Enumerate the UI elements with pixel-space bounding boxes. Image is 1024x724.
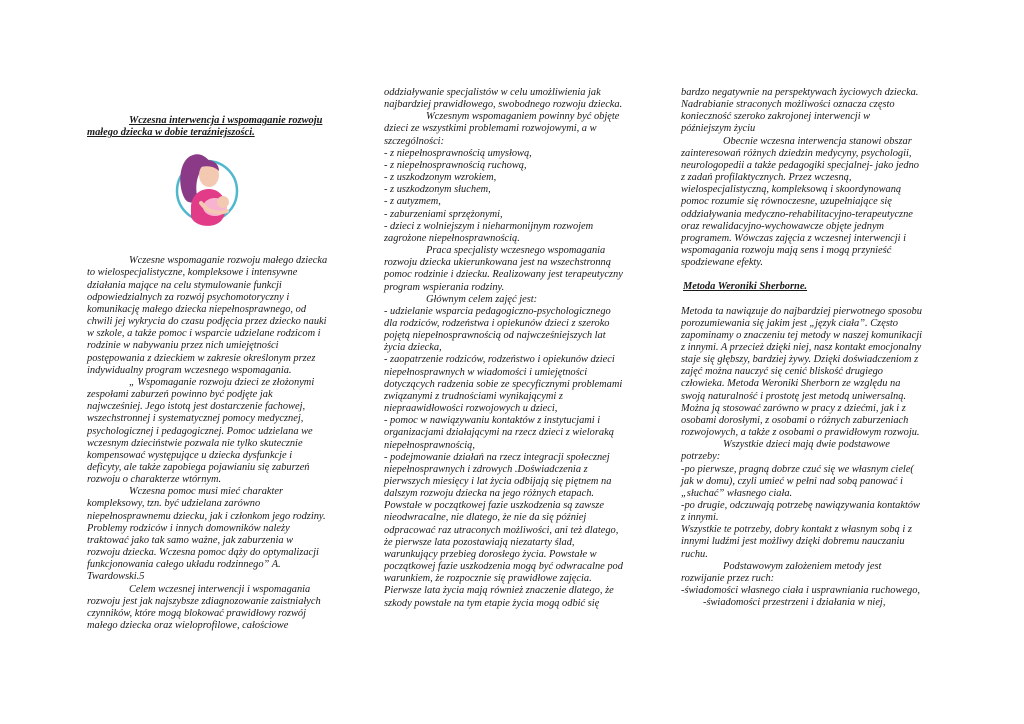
- text-line: najwcześniej. Jego istotą jest dostarczenie fachowej,: [87, 401, 306, 413]
- list-item: - podejmowanie działań na rzecz integracji społecznej: [384, 451, 610, 463]
- text-line: neurologopedii a także pedagogiki specjalnej- jako jedno: [681, 159, 919, 171]
- text-line: deficyty, ale także zapobiega pojawianiu się zaburzeń: [87, 461, 310, 473]
- text-line: najbardziej prawidłowego, swobodnego rozwoju dziecka.: [384, 99, 623, 111]
- list-item: -świadomości przestrzeni i działania w niej,: [703, 597, 886, 609]
- text-line: jak w domu), czyli umieć w pełni nad sobą panować i: [681, 475, 903, 487]
- column-3: [681, 87, 946, 609]
- article-title-line-1: Wczesna interwencja i wspomaganie rozwoju: [129, 115, 323, 126]
- text-line: kompleksowy, tzn. być udzielana zarówno: [87, 498, 261, 510]
- text-line: późniejszym życiu: [681, 123, 756, 135]
- text-line: z innymi. A przecież dzięki niej, nasz kontakt emocjonalny: [681, 341, 922, 353]
- text-line: -po pierwsze, pragną dobrze czuć się we własnym ciele(: [681, 463, 914, 475]
- text-line: porozumiewania się jakim jest „język ciała”. Często: [681, 317, 898, 329]
- text-line: Podstawowym założeniem metody jest: [723, 560, 882, 572]
- text-line: Praca specjalisty wczesnego wspomagania: [426, 245, 606, 257]
- text-line: wielospecjalistyczną, kompleksową i skoordynowaną: [681, 184, 902, 196]
- text-line: działania mające na celu stymulowanie funkcji: [87, 279, 282, 291]
- text-line: wspomagania rozwoju mają sens i mogą przynieść: [681, 245, 892, 257]
- text-line: oddziaływanie specjalistów w celu umożliwienia jak: [384, 87, 601, 98]
- text-line: Celem wczesnej interwencji i wspomagania: [129, 583, 311, 595]
- text-line: człowieka. Metoda Weroniki Sherborn ze względu na: [681, 378, 901, 390]
- text-line: zapominamy o znaczeniu tej metody w naszej komunikacji: [681, 329, 922, 341]
- list-item: - z autyzmem,: [384, 196, 441, 208]
- text-line: dzieci ze wszystkimi problemami rozwojowymi, a w: [384, 123, 597, 135]
- text-line: innymi ludźmi jest możliwy dzięki dobremu nauczaniu: [681, 536, 905, 548]
- text-line: życia dziecka,: [384, 342, 442, 354]
- text-line: zainteresowań różnych dziedzin medycyny, psychologii,: [681, 147, 912, 159]
- text-line: wczesnym dzieciństwie pozwala nie tylko skutecznie: [87, 437, 303, 449]
- text-line: dotyczących radzenia sobie ze specyficznymi problemami: [384, 378, 623, 390]
- text-line: warunkiem, że rozpocznie się prawidłowe zajęcia.: [384, 573, 592, 585]
- text-line: program wspierania rodziny.: [384, 281, 505, 293]
- text-line: organizacjami działającymi na rzecz dzieci z wieloraką: [384, 427, 614, 439]
- section-heading: Metoda Weroniki Sherborne.: [683, 281, 808, 293]
- text-line: rozwijanie przez ruch:: [681, 572, 775, 584]
- text-line: oraz rewalidacyjno-wychowawcze objęte jednym: [681, 220, 885, 232]
- text-line: Wczesne wspomaganie rozwoju małego dziecka: [129, 255, 328, 267]
- text-line: spodziewane efekty.: [681, 257, 763, 269]
- text-line: ruchu.: [681, 548, 708, 560]
- text-line: że pierwsze lata pozostawiają niezatarty ślad,: [384, 536, 575, 548]
- list-item: - pomoc w nawiązywaniu kontaktów z instytucjami i: [384, 415, 601, 427]
- text-line: Można ją stosować zarówno w pracy z dziećmi, jak i z: [681, 402, 906, 414]
- text-line: Głównym celem zajęć jest:: [426, 293, 538, 305]
- text-line: zajęć można nauczyć się cenić bliskość drugiego: [681, 366, 883, 378]
- column-2: [384, 87, 649, 610]
- text-line: „słuchać” własnego ciała.: [681, 487, 793, 499]
- text-line: bardzo negatywnie na perspektywach życiowych dziecka.: [681, 87, 919, 98]
- text-line: dalszym rozwoju dziecka na jego różnych etapach.: [384, 488, 594, 500]
- text-line: niepełnosprawnemu dziecku, jak i członkom jego rodziny.: [87, 510, 326, 522]
- text-line: Twardowski.5: [87, 571, 145, 583]
- text-line: funkcjonowania całego układu rodzinnego” A.: [87, 559, 281, 571]
- text-line: zagrożone niepełnosprawnością.: [384, 232, 520, 244]
- text-line: Wszystkie te potrzeby, dobry kontakt z własnym sobą i z: [681, 524, 912, 536]
- text-line: staje się głębszy, bardziej żywy. Dzięki doświadczeniom z: [681, 354, 919, 366]
- text-line: szkody powstałe na tym etapie życia mogą odbić się: [384, 597, 600, 609]
- list-item: - z uszkodzonym wzrokiem,: [384, 172, 497, 184]
- text-line: pierwszych miesięcy i lat życia odbijają się piętnem na: [384, 476, 612, 487]
- text-line: programem. Wówczas zajęcia z wczesnej interwencji i: [681, 232, 907, 244]
- text-line: Wszystkie dzieci mają dwie podstawowe: [723, 439, 890, 451]
- list-item: - dzieci z wolniejszym i nieharmonijnym rozwojem: [384, 220, 594, 232]
- text-line: traktować jako tak samo ważne, jak zaburzenia w: [87, 534, 294, 546]
- text-line: początkowej fazie uszkodzenia mogą być odwracalne pod: [384, 561, 623, 573]
- text-line: szczególności:: [384, 135, 445, 147]
- text-line: rozwoju dziecka. Wczesna pomoc dąży do optymalizacji: [87, 547, 319, 559]
- text-line: rozwoju o charakterze wtórnym.: [87, 474, 222, 486]
- text-line: niepełnosprawnych w wiadomości i umiejętności: [384, 366, 588, 378]
- text-line: niepraawidłowości rozwojowych u dzieci,: [384, 403, 558, 415]
- list-item: - udzielanie wsparcia pedagogiczno-psychologicznego: [384, 305, 611, 317]
- text-line: niepełnosprawnością,: [384, 439, 475, 451]
- text-line: odpracować raz utraconych możliwości, ani też dlatego,: [384, 524, 619, 536]
- text-line: małego dziecka oraz wieloprofilowe, całościowe: [87, 620, 289, 631]
- text-line: rozwoju jest jak najszybsze zdiagnozowanie zaistniałych: [87, 595, 321, 607]
- list-item: - z niepełnosprawnością umysłową,: [384, 147, 532, 159]
- text-line: kompensować występujące u dziecka dysfunkcje i: [87, 449, 293, 461]
- text-line: z innymi.: [681, 512, 719, 524]
- list-item: - zaburzeniami sprzężonymi,: [384, 208, 503, 220]
- text-line: rozwoju dziecka ukierunkowana jest na wszechstronną: [384, 257, 611, 269]
- text-line: niepełnosprawnych i zdrowych .Doświadczenia z: [384, 463, 588, 475]
- text-line: Wczesna pomoc musi mieć charakter: [129, 486, 284, 498]
- text-line: Wczesnym wspomaganiem powinny być objęte: [426, 111, 620, 123]
- text-line: Nadrabianie straconych możliwości oznacza często: [681, 99, 895, 111]
- text-line: Obecnie wczesna interwencja stanowi obszar: [723, 135, 912, 147]
- article-title-line-2: małego dziecka w dobie teraźniejszości.: [87, 127, 255, 139]
- text-line: chwili jej wykrycia do czasu podjęcia przez dziecko nauki: [87, 316, 327, 328]
- text-line: Metoda ta nawiązuje do najbardziej pierwotnego sposobu: [681, 305, 922, 317]
- text-line: -po drugie, odczuwają potrzebę nawiązywania kontaktów: [681, 500, 920, 511]
- text-line: zespołami zaburzeń powinno być podjęte jak: [87, 389, 273, 401]
- text-line: nieodwracalne, nie dlatego, że nie da się później: [384, 512, 587, 524]
- text-line: czynników, które mogą blokować prawidłowy rozwój: [87, 607, 306, 619]
- text-line: z zadań profilaktycznych. Przez wczesną,: [681, 172, 852, 184]
- text-line: „ Wspomaganie rozwoju dzieci ze złożonymi: [129, 376, 315, 388]
- list-item: - zaopatrzenie rodziców, rodzeństwo i opiekunów dzieci: [384, 354, 615, 366]
- text-line: odpowiedzialnych za rozwój psychomotoryczny i: [87, 291, 290, 303]
- text-line: potrzeby:: [681, 451, 721, 463]
- text-line: związanymi z trudnościami wynikającymi z: [384, 390, 563, 402]
- text-line: konieczność szeroko zakrojonej interwencji w: [681, 111, 871, 123]
- mother-and-child-icon: [171, 145, 243, 235]
- text-line: Pierwsze lata życia mają również znaczenie dlatego, że: [384, 585, 614, 597]
- text-line: rodzinie w nabywaniu przez nich umiejętności: [87, 340, 279, 352]
- text-line: psychologicznej i pedagogicznej. Pomoc udzielana we: [87, 425, 313, 437]
- text-line: rozwojowych, a także z osobami o prawidłowym rozwoju.: [681, 427, 920, 439]
- text-line: wszechstronnej i systematycznej pomocy medycznej,: [87, 413, 304, 425]
- list-item: -świadomości własnego ciała i usprawniania ruchowego,: [681, 585, 920, 597]
- column-1: [87, 115, 352, 632]
- text-line: komunikację małego dziecka niepełnosprawnego, od: [87, 303, 307, 315]
- text-line: oddziaływania medyczno-rehabilitacyjno-terapeutyczne: [681, 208, 913, 220]
- text-line: pojętą niepełnosprawnością od najwcześniejszych lat: [384, 330, 606, 342]
- text-line: indywidualny program wczesnego wspomagania.: [87, 364, 292, 376]
- text-line: postępowania z dzieckiem w zakresie określonym przez: [87, 352, 316, 364]
- list-item: - z uszkodzonym słuchem,: [384, 184, 491, 196]
- text-line: pomoc rodzinie i dziecku. Realizowany jest terapeutyczny: [384, 269, 623, 281]
- text-line: to wielospecjalistyczne, kompleksowe i intensywne: [87, 267, 298, 279]
- text-line: swoją naturalność i prostotę jest metodą uniwersalną.: [681, 390, 907, 402]
- text-line: w szkole, a także pomoc i wsparcie udzielane rodzicom i: [87, 328, 321, 340]
- text-line: osobami dorosłymi, z osobami o różnych zaburzeniach: [681, 414, 909, 426]
- text-line: Problemy rodziców i innych domowników należy: [87, 522, 290, 534]
- list-item: - z niepełnosprawnością ruchową,: [384, 159, 527, 171]
- text-line: Powstałe w początkowej fazie uszkodzenia są zawsze: [384, 500, 604, 512]
- text-line: pomoc rozumie się równoczesne, uzupełniające się: [681, 196, 892, 208]
- text-line: dla rodziców, rodzeństwa i opiekunów dzieci z szeroko: [384, 317, 610, 329]
- text-line: warunkujący przebieg dorosłego życia. Powstałe w: [384, 548, 597, 560]
